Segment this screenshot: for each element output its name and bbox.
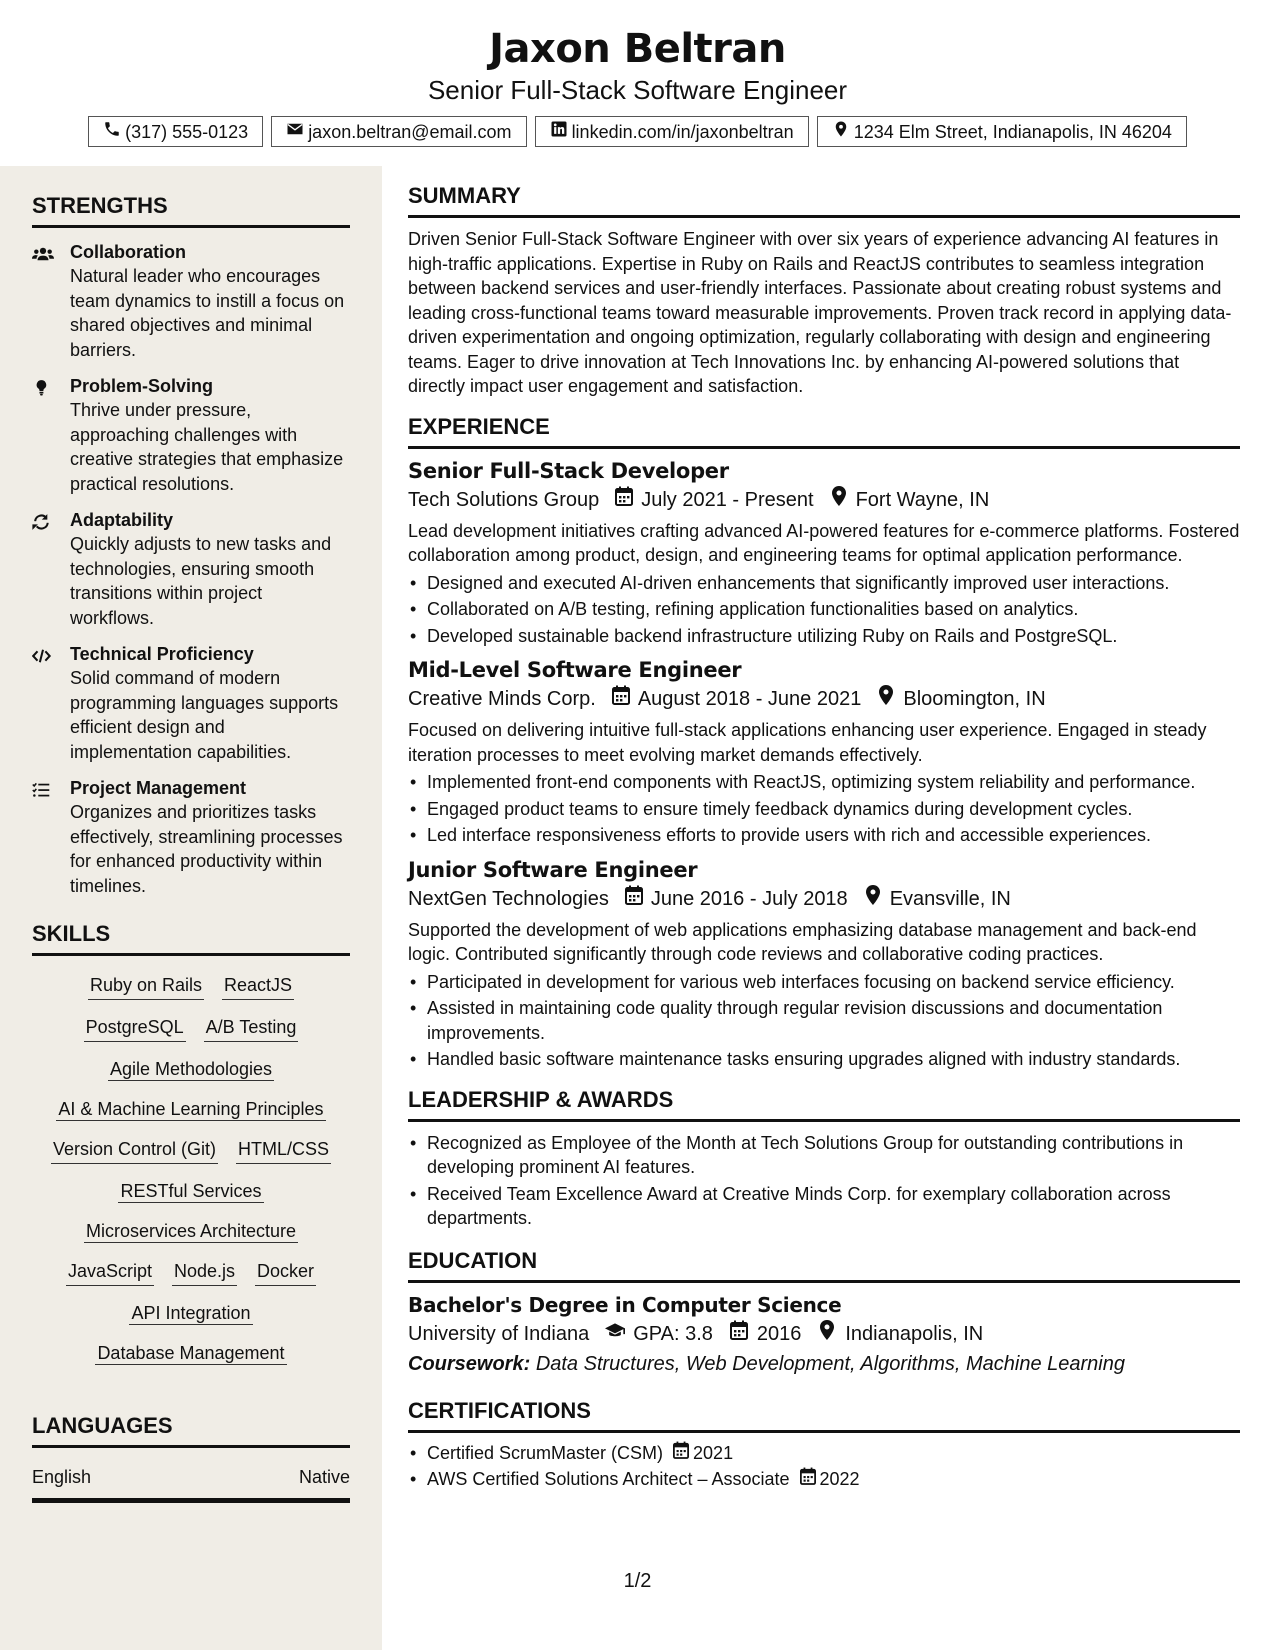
skill-tag: Microservices Architecture: [85, 1221, 297, 1241]
sync-icon: [32, 508, 70, 630]
company-name: Creative Minds Corp.: [408, 688, 596, 710]
job-dates: June 2016 - July 2018: [650, 887, 848, 910]
job-location: Bloomington, IN: [903, 688, 1046, 710]
map-pin-icon: [832, 119, 850, 145]
calendar-icon: [615, 485, 633, 515]
job-meta: [408, 684, 1240, 714]
list-item: • AWS Certified Solutions Architect – Associate 2022: [408, 1467, 1240, 1492]
page-number: 1/2: [623, 1570, 652, 1592]
skill-tag: ReactJS: [222, 972, 294, 1000]
job-description: Lead development initiatives crafting advanced AI-powered features for e-commerce platforms. Fostered collaboration among product, design, and engineering teams for optimal application performance.: [408, 520, 1240, 565]
job-title: Junior Software Engineer: [408, 857, 698, 882]
skill-tag: A/B Testing: [204, 1014, 299, 1042]
skill-tag: HTML/CSS: [236, 1136, 331, 1164]
school-location: Indianapolis, IN: [845, 1322, 984, 1345]
job-entry: [408, 856, 1240, 1072]
language-row: [32, 1464, 350, 1503]
skill-tag: Ruby on Rails: [88, 972, 204, 1000]
certifications-list: [408, 1441, 1240, 1492]
skill-tag: Version Control (Git): [51, 1136, 218, 1164]
job-description: Supported the development of web applications emphasizing database management and back-end logic. Contributed significantly through code reviews and collaborative coding practices.: [408, 919, 1197, 964]
map-pin-icon: [830, 485, 848, 515]
skills-heading: SKILLS: [32, 920, 350, 956]
graduation-year: 2016: [756, 1322, 802, 1345]
strength-item: Adaptability Quickly adjusts to new tasks and technologies, ensuring smooth transitions within project workflows.: [32, 508, 350, 630]
list-item: • Certified ScrumMaster (CSM) 2021: [408, 1441, 1240, 1466]
strength-item: Collaboration Natural leader who encourages team dynamics to instill a focus on shared objectives and minimal barriers.: [32, 240, 350, 362]
envelope-icon: [286, 119, 304, 145]
list-item: • Received Team Excellence Award at Creative Minds Corp. for exemplary collaboration across departments.: [408, 1182, 1240, 1231]
job-location: Fort Wayne, IN: [855, 488, 990, 511]
degree-title: Bachelor's Degree in Computer Science: [408, 1292, 842, 1317]
list-item: • Recognized as Employee of the Month at Tech Solutions Group for outstanding contributions in developing prominent AI features.: [408, 1131, 1240, 1180]
contact-bar: [0, 116, 1275, 147]
candidate-title: Senior Full-Stack Software Engineer: [427, 75, 848, 105]
list-item: • Participated in development for various web interfaces focusing on backend service efficiency.: [408, 970, 1240, 995]
education-meta: [408, 1319, 1240, 1349]
calendar-icon: [612, 684, 630, 714]
code-icon: [32, 642, 70, 764]
contact-phone: (317) 555-0123: [88, 116, 263, 147]
main-content: [408, 166, 1240, 1494]
calendar-icon: [729, 1319, 749, 1349]
linkedin-icon: [550, 119, 568, 145]
list-item: • Led interface responsiveness efforts to provide users with rich and accessible experiences.: [408, 823, 1240, 848]
job-location: Evansville, IN: [889, 887, 1011, 910]
contact-email[interactable]: jaxon.beltran@email.com: [271, 116, 526, 147]
skill-tag: API Integration: [131, 1303, 251, 1323]
language-name: English: [32, 1467, 92, 1487]
skill-tag: Database Management: [97, 1343, 285, 1363]
awards-heading: LEADERSHIP & AWARDS: [408, 1086, 1240, 1122]
skill-tag: PostgreSQL: [84, 1014, 186, 1042]
strength-item: Problem-Solving Thrive under pressure, approaching challenges with creative strategies that emphasize practical resolutions.: [32, 374, 350, 496]
list-check-icon: [32, 776, 70, 898]
job-title: Mid-Level Software Engineer: [408, 658, 742, 682]
users-icon: [32, 240, 70, 362]
list-item: • Assisted in maintaining code quality through regular revision discussions and documentation improvements.: [408, 996, 1240, 1045]
list-item: • Implemented front-end components with ReactJS, optimizing system reliability and performance.: [408, 770, 1240, 795]
list-item: • Engaged product teams to ensure timely feedback dynamics during development cycles.: [408, 797, 1240, 822]
list-item: • Collaborated on A/B testing, refining application functionalities based on analytics.: [408, 597, 1240, 622]
calendar-icon: [673, 1441, 689, 1466]
summary-heading: SUMMARY: [408, 182, 1240, 218]
map-pin-icon: [877, 684, 895, 714]
list-item: • Designed and executed AI-driven enhancements that significantly improved user interactions.: [408, 571, 1240, 596]
job-meta: [408, 485, 1240, 515]
job-entry: [408, 656, 1240, 848]
phone-icon: [103, 119, 121, 145]
calendar-icon: [625, 884, 643, 914]
contact-address: 1234 Elm Street, Indianapolis, IN 46204: [817, 116, 1187, 147]
language-level: Native: [298, 1467, 350, 1487]
map-pin-icon: [817, 1319, 837, 1349]
coursework: Coursework: Data Structures, Web Development, Algorithms, Machine Learning: [408, 1352, 1125, 1375]
skills-list: [32, 972, 350, 1366]
strength-item: Technical Proficiency Solid command of modern programming languages supports efficient design and implementation capabilities.: [32, 642, 350, 764]
strengths-heading: STRENGTHS: [32, 192, 350, 228]
skill-tag: AI & Machine Learning Principles: [58, 1099, 324, 1119]
skill-tag: Docker: [255, 1258, 316, 1286]
languages-heading: LANGUAGES: [32, 1412, 350, 1448]
list-item: • Developed sustainable backend infrastructure utilizing Ruby on Rails and PostgreSQL.: [408, 624, 1240, 649]
experience-heading: EXPERIENCE: [408, 413, 1240, 449]
strength-item: Project Management Organizes and prioritizes tasks effectively, streamlining processes for enhanced productivity within timelines.: [32, 776, 350, 898]
job-dates: July 2021 - Present: [641, 488, 814, 511]
contact-linkedin[interactable]: linkedin.com/in/jaxonbeltran: [535, 116, 809, 147]
job-bullets: [408, 970, 1240, 1072]
job-dates: August 2018 - June 2021: [637, 688, 862, 710]
job-description: Focused on delivering intuitive full-stack applications enhancing user experience. Engaged in steady iteration processes to meet evolving market demands effectively.: [408, 720, 1207, 765]
summary-text: Driven Senior Full-Stack Software Engineer with over six years of experience advancing AI features in high-traffic applications. Expertise in Ruby on Rails and ReactJS contributes to seamless integration between backend services and user-friendly interfaces. Passionate about creating robust systems and leading cross-functional teams toward measurable improvements. Proven track record in applying data-driven experimentation and ongoing optimization, regularly collaborating with design and engineering teams. Eager to drive innovation at Tech Innovations Inc. by enhancing AI-powered solutions that directly impact user engagement and satisfaction.: [408, 229, 1232, 396]
awards-list: [408, 1131, 1240, 1231]
job-bullets: [408, 770, 1240, 848]
certifications-heading: CERTIFICATIONS: [408, 1397, 1240, 1433]
candidate-name: Jaxon Beltran: [489, 26, 786, 72]
skill-tag: JavaScript: [66, 1258, 154, 1286]
gpa: GPA: 3.8: [633, 1322, 713, 1345]
company-name: Tech Solutions Group: [408, 488, 600, 511]
skill-tag: Agile Methodologies: [109, 1059, 273, 1079]
map-pin-icon: [864, 884, 882, 914]
school-name: University of Indiana: [408, 1322, 590, 1345]
sidebar: [0, 166, 382, 1650]
lightbulb-icon: [32, 374, 70, 496]
job-bullets: [408, 571, 1240, 649]
job-entry: [408, 457, 1240, 649]
skill-tag: Node.js: [172, 1258, 237, 1286]
calendar-icon: [800, 1467, 816, 1492]
skill-tag: RESTful Services: [120, 1181, 262, 1201]
graduation-cap-icon: [605, 1319, 625, 1349]
resume-header: [0, 0, 1275, 147]
job-meta: [408, 884, 1240, 914]
list-item: • Handled basic software maintenance tasks ensuring upgrades aligned with industry standards.: [408, 1047, 1240, 1072]
job-title: Senior Full-Stack Developer: [408, 458, 729, 483]
education-heading: EDUCATION: [408, 1247, 1240, 1283]
company-name: NextGen Technologies: [408, 887, 609, 910]
